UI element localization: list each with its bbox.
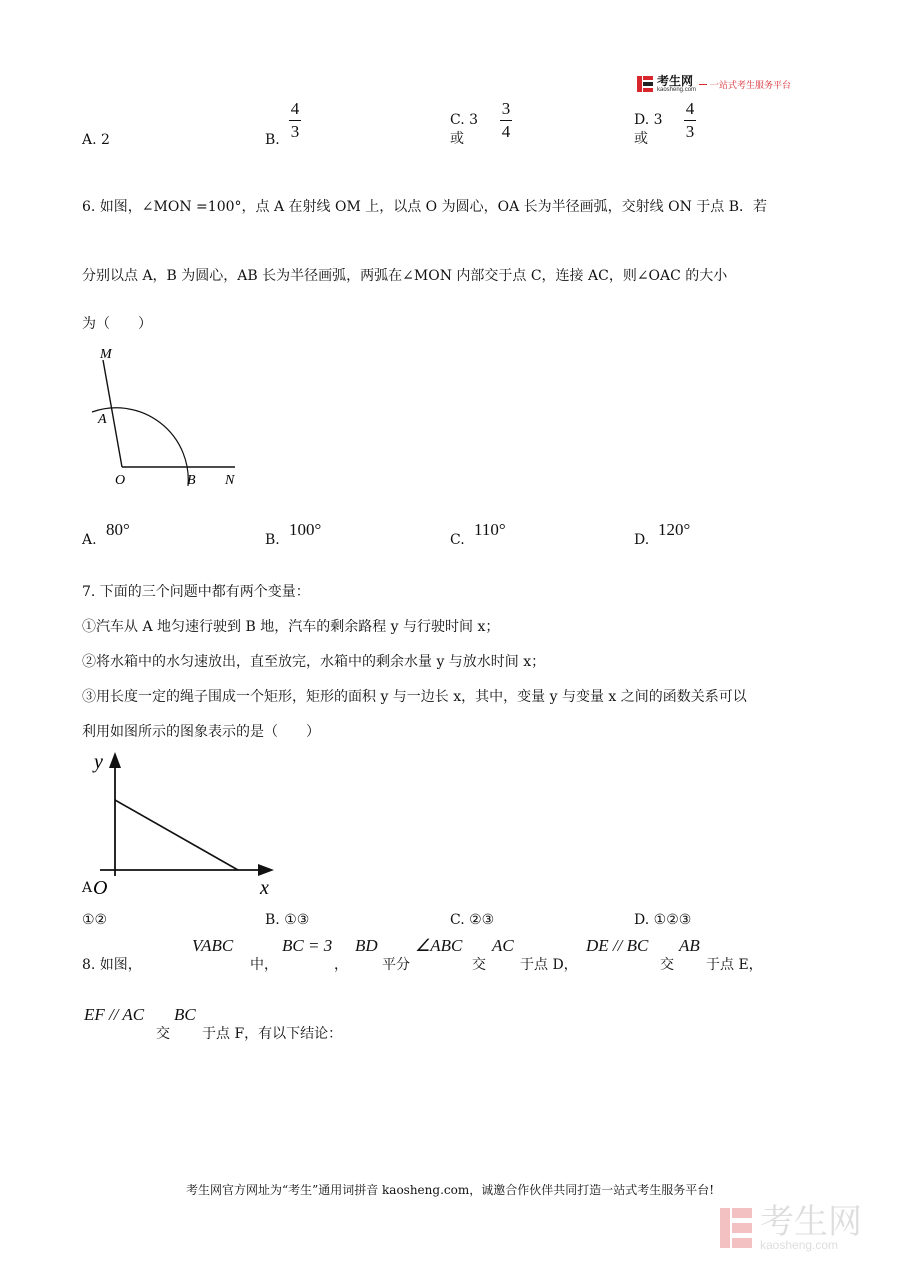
q7-a-value: ①②: [82, 912, 108, 928]
q8-zhong: 中，: [250, 957, 278, 973]
q6-figure: [80, 340, 250, 490]
q7-figure: [88, 748, 288, 898]
q5-b-den: 3: [290, 121, 300, 141]
q7-a-text: [82, 880, 122, 928]
q8-num: 8. 如图，: [82, 957, 142, 973]
q8-triangle: VABC: [192, 936, 234, 955]
q8-jiao-3: 交: [156, 1026, 170, 1042]
q6-line-2: 分别以点 A，B 为圆心，AB 长为半径画弧，两弧在∠MON 内部交于点 C，连接 AC，则∠OAC 的大小: [82, 268, 728, 284]
q5-c-pre: 3: [469, 112, 479, 128]
q7-line-5: 利用如图所示的图象表示的是（ ）: [82, 724, 320, 740]
q6-a-label: A.: [82, 532, 97, 548]
q6-b-label: B.: [265, 532, 280, 548]
q5-c-or: 或: [450, 131, 464, 147]
q7-c-text: [450, 912, 494, 928]
q5-d-den: 3: [685, 121, 695, 141]
watermark-name: 考生网: [760, 1203, 862, 1241]
q8-angle-abc: ∠ABC: [415, 936, 463, 955]
q7-b-value: ①③: [284, 912, 310, 928]
label-n: N: [225, 473, 235, 488]
footer-text: 考生网官方网址为“考生”通用词拼音 kaosheng.com，诚邀合作伙伴共同打造一站式考生服务平台!: [185, 1183, 715, 1197]
y-axis-arrow-icon: [109, 752, 121, 768]
q7-d-text: [634, 912, 691, 928]
q6-c-label: C.: [450, 532, 465, 548]
q8-comma: ，: [334, 957, 348, 973]
q5-a-label: A.: [82, 132, 97, 148]
label-o: O: [115, 473, 126, 488]
q8-jiao-2: 交: [660, 957, 674, 973]
logo-name: 考生网: [657, 74, 694, 88]
axis-label-x: x: [260, 877, 269, 898]
q8-bc: BC: [174, 1005, 196, 1024]
label-a: A: [98, 412, 107, 427]
q7-line-4: ③用长度一定的绳子围成一个矩形，矩形的面积 y 与一边长 x，其中，变量 y 与变量 x 之间的函数关系可以: [82, 689, 747, 705]
q5-d-fraction: [684, 100, 696, 141]
q7-line-3: ②将水箱中的水匀速放出，直至放完，水箱中的剩余水量 y 与放水时间 x；: [82, 654, 546, 670]
x-axis-arrow-icon: [258, 864, 274, 876]
q5-d-label: D.: [634, 112, 650, 128]
q7-d-label: D.: [634, 912, 650, 928]
q5-c-label: C.: [450, 112, 465, 128]
q8-ab: AB: [679, 936, 700, 955]
q8-yudian-d: 于点 D，: [520, 957, 578, 973]
q5-b-fraction: [289, 100, 301, 141]
q7-c-label: C.: [450, 912, 465, 928]
q8-pingfen: 平分: [382, 957, 410, 973]
q8-yudian-f: 于点 F，有以下结论：: [202, 1026, 343, 1042]
q7-line-2: ①汽车从 A 地匀速行驶到 B 地，汽车的剩余路程 y 与行驶时间 x；: [82, 619, 500, 635]
q6-c-value: 110°: [474, 520, 506, 539]
label-b: B: [187, 473, 196, 488]
footer-watermark: [718, 1205, 862, 1251]
q8-line-2: [82, 1005, 842, 1045]
q5-d-or: 或: [634, 131, 648, 147]
label-m: M: [100, 347, 112, 362]
q7-a-label: A: [82, 880, 93, 896]
q8-jiao-1: 交: [472, 957, 486, 973]
q5-c-num: 3: [501, 99, 511, 118]
q6-d-value: 120°: [658, 520, 691, 539]
q5-c-den: 4: [501, 121, 511, 141]
q8-ac: AC: [492, 936, 514, 955]
q5-options: [82, 100, 842, 152]
q7-line-1: 7. 下面的三个问题中都有两个变量：: [82, 584, 310, 600]
q8-line-1: [82, 936, 842, 976]
q5-b-label: B.: [265, 132, 280, 148]
q6-line-1: 6. 如图，∠MON =100°，点 A 在射线 OM 上，以点 O 为圆心，OA 长为半径画弧，交射线 ON 于点 B．若: [82, 199, 768, 215]
q8-de-parallel-bc: DE // BC: [586, 936, 649, 955]
watermark-logo-icon: [718, 1206, 754, 1250]
decreasing-line: [115, 800, 238, 870]
q7-c-value: ②③: [469, 912, 495, 928]
q5-d-num: 4: [685, 99, 695, 118]
axis-label-y: y: [94, 751, 103, 773]
header-logo: [636, 75, 791, 93]
q8-ef-parallel-ac: EF // AC: [84, 1005, 145, 1024]
q7-options: [82, 880, 842, 926]
q6-a-value: 80°: [106, 520, 130, 539]
q5-c-fraction: [500, 100, 512, 141]
q6-options: [82, 500, 842, 552]
q7-d-value: ①②③: [653, 912, 692, 928]
q5-d-pre: 3: [653, 112, 663, 128]
q6-d-label: D.: [634, 532, 650, 548]
logo-domain: kaosheng.com: [657, 87, 697, 93]
q6-b-value: 100°: [289, 520, 322, 539]
kaosheng-logo-icon: [636, 75, 654, 93]
watermark-domain: kaosheng.com: [760, 1238, 839, 1252]
origin-label: O: [93, 877, 108, 898]
q7-b-label: B.: [265, 912, 280, 928]
q5-a-value: 2: [101, 132, 110, 148]
logo-tagline: 一站式考生服务平台: [710, 79, 792, 90]
q7-b-text: [265, 912, 309, 928]
q6-line-3: 为（ ）: [82, 316, 152, 332]
q8-bd: BD: [355, 936, 378, 955]
q8-bc-eq-3: BC = 3: [282, 936, 333, 955]
q5-b-num: 4: [290, 99, 300, 118]
q8-yudian-e: 于点 E，: [706, 957, 763, 973]
logo-divider: [699, 84, 707, 85]
